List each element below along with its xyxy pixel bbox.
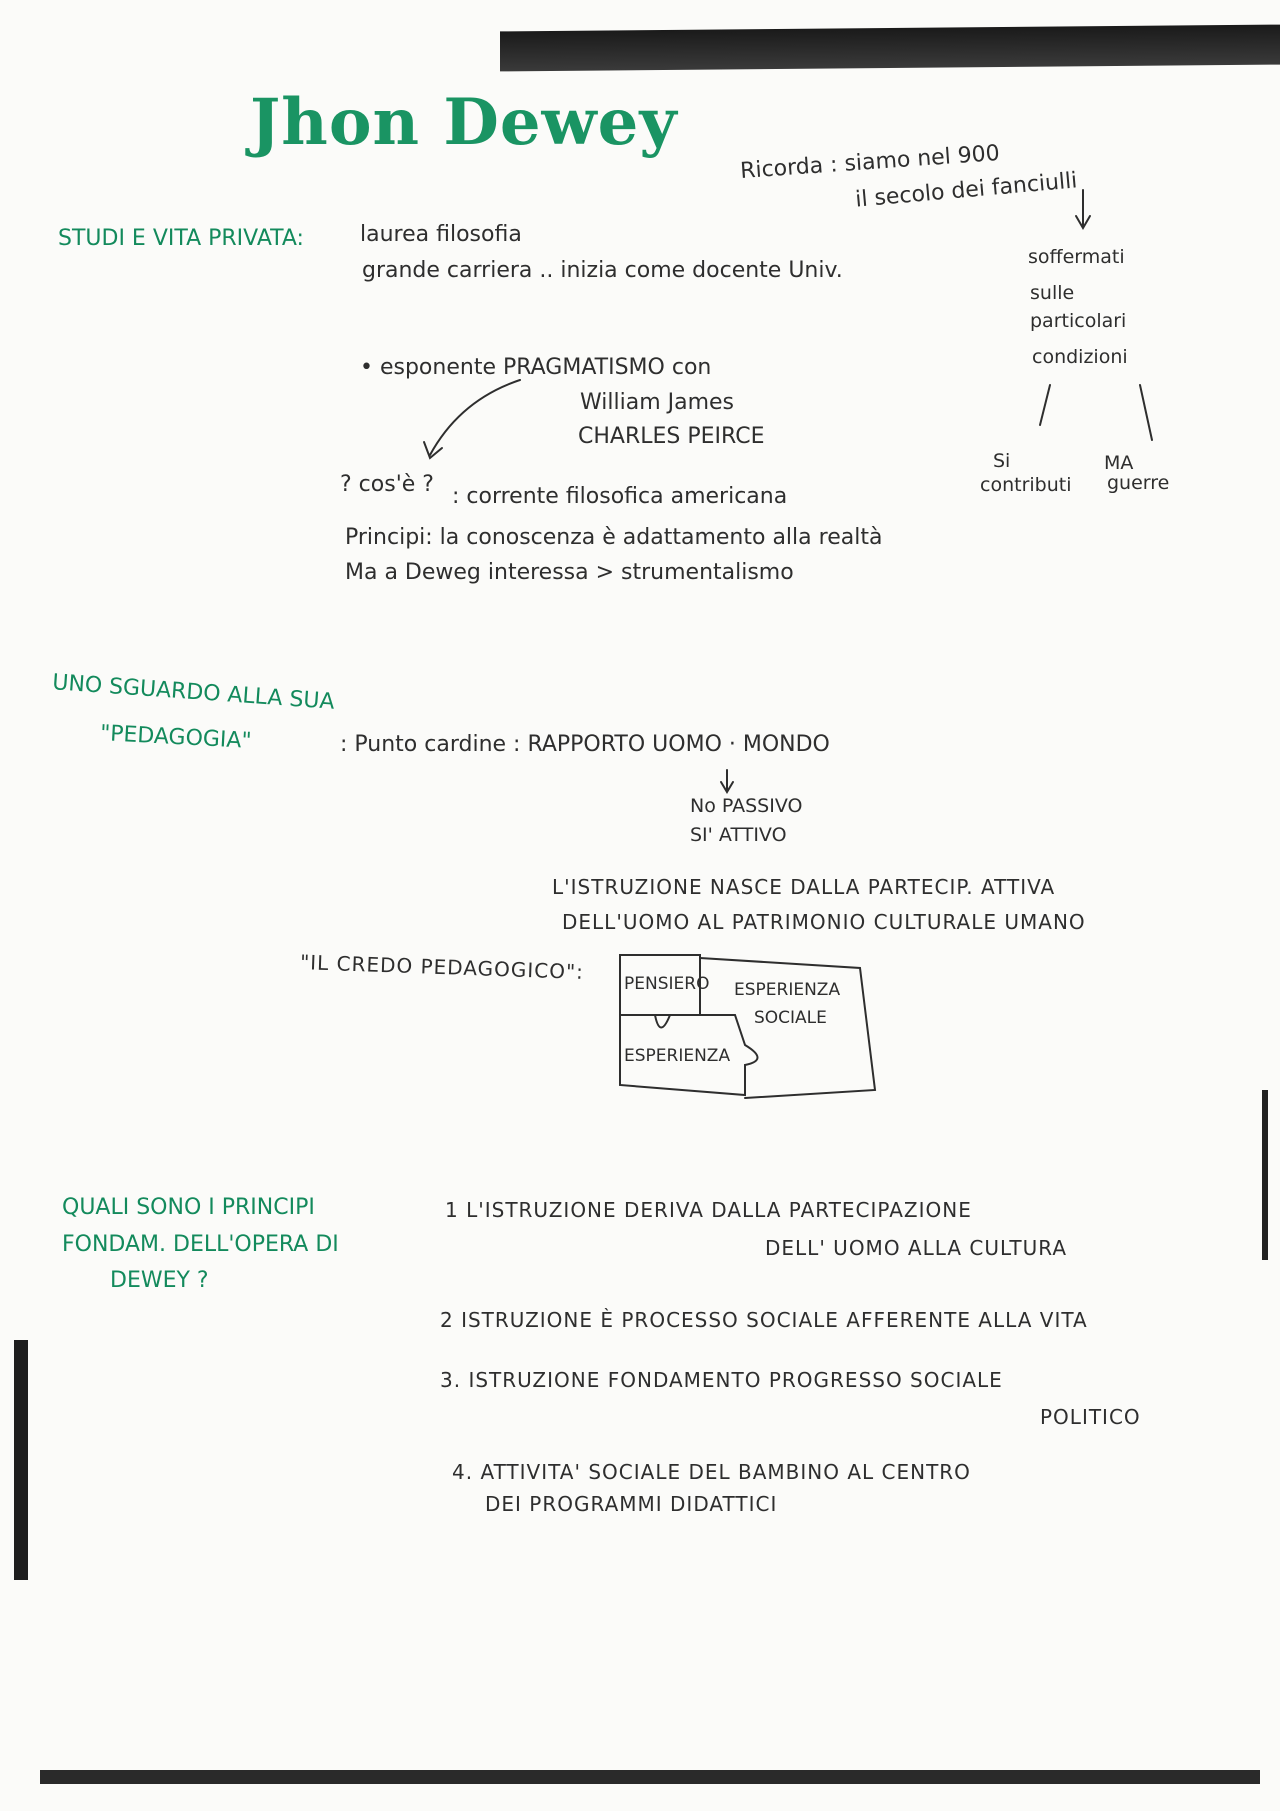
section3-question-3: DEWEY ? [110,1268,209,1293]
section3-question-1: QUALI SONO I PRINCIPI [62,1195,315,1220]
principle-1-line2: DELL' UOMO ALLA CULTURA [765,1236,1067,1260]
section1-interessa: Ma a Deweg interessa > strumentalismo [345,560,794,585]
principle-1-line1: 1 L'ISTRUZIONE DERIVA DALLA PARTECIPAZIONE [445,1198,972,1222]
section1-heading: STUDI E VITA PRIVATA: [58,226,304,251]
puzzle-pensiero: PENSIERO [624,974,710,994]
section2-credo: "IL CREDO PEDAGOGICO": [299,950,585,984]
note-branch-4: condizioni [1032,346,1128,368]
section1-principi: Principi: la conoscenza è adattamento alla realtà [345,525,883,550]
note-line-2: il secolo dei fanciulli [854,168,1079,213]
page-title: Jhon Dewey [250,85,678,160]
note-branch-3: particolari [1030,310,1127,332]
note-branch-right-arrow [1140,385,1152,440]
section1-answer: : corrente filosofica americana [452,484,788,509]
note-branch-2: sulle [1030,282,1075,304]
section2-no-passivo: No PASSIVO [690,795,803,817]
section1-line1: laurea filosofia [360,222,522,247]
principle-4-line2: DEI PROGRAMMI DIDATTICI [485,1492,778,1516]
note-right-leaf-2: guerre [1107,472,1170,494]
note-branch-left-arrow [1040,385,1050,425]
section1-question: ? cos'è ? [340,472,434,497]
puzzle-esperienza-sociale-2: SOCIALE [754,1008,827,1028]
note-branch-1: soffermati [1028,246,1125,268]
puzzle-piece-pensiero [620,955,700,1015]
section1-line3: • esponente PRAGMATISMO con [360,355,712,380]
puzzle-piece-esperienza [620,1015,758,1095]
puzzle-esperienza: ESPERIENZA [624,1046,731,1066]
section2-heading-line1: UNO SGUARDO ALLA SUA [51,670,336,715]
note-right-leaf-1: MA [1104,452,1134,474]
section2-istruzione-2: DELL'UOMO AL PATRIMONIO CULTURALE UMANO [562,910,1086,934]
puzzle-esperienza-sociale-1: ESPERIENZA [734,980,841,1000]
note-line-1: Ricorda : siamo nel 900 [739,140,1001,185]
principle-3-line2: POLITICO [1040,1405,1141,1429]
puzzle-connector [655,1015,670,1028]
section2-istruzione-1: L'ISTRUZIONE NASCE DALLA PARTECIP. ATTIVA [552,875,1056,899]
principle-4-line1: 4. ATTIVITA' SOCIALE DEL BAMBINO AL CENTRO [452,1460,971,1484]
section2-heading-line2: "PEDAGOGIA" [99,721,253,754]
puzzle-piece-sociale [700,958,875,1098]
pragmatismo-arrow [430,380,520,455]
section2-punto: : Punto cardine : RAPPORTO UOMO · MONDO [340,732,830,757]
principle-3-line1: 3. ISTRUZIONE FONDAMENTO PROGRESSO SOCIALE [440,1368,1003,1392]
section1-line2: grande carriera .. inizia come docente Univ. [362,258,843,283]
principle-2-line1: 2 ISTRUZIONE È PROCESSO SOCIALE AFFERENTE ALLA VITA [440,1308,1088,1332]
section2-si-attivo: SI' ATTIVO [690,824,787,846]
section3-question-2: FONDAM. DELL'OPERA DI [62,1232,339,1257]
note-left-leaf-1: Si [993,450,1011,472]
section1-line5: CHARLES PEIRCE [578,424,765,449]
section1-line4: William James [580,390,735,415]
note-left-leaf-2: contributi [980,474,1072,496]
